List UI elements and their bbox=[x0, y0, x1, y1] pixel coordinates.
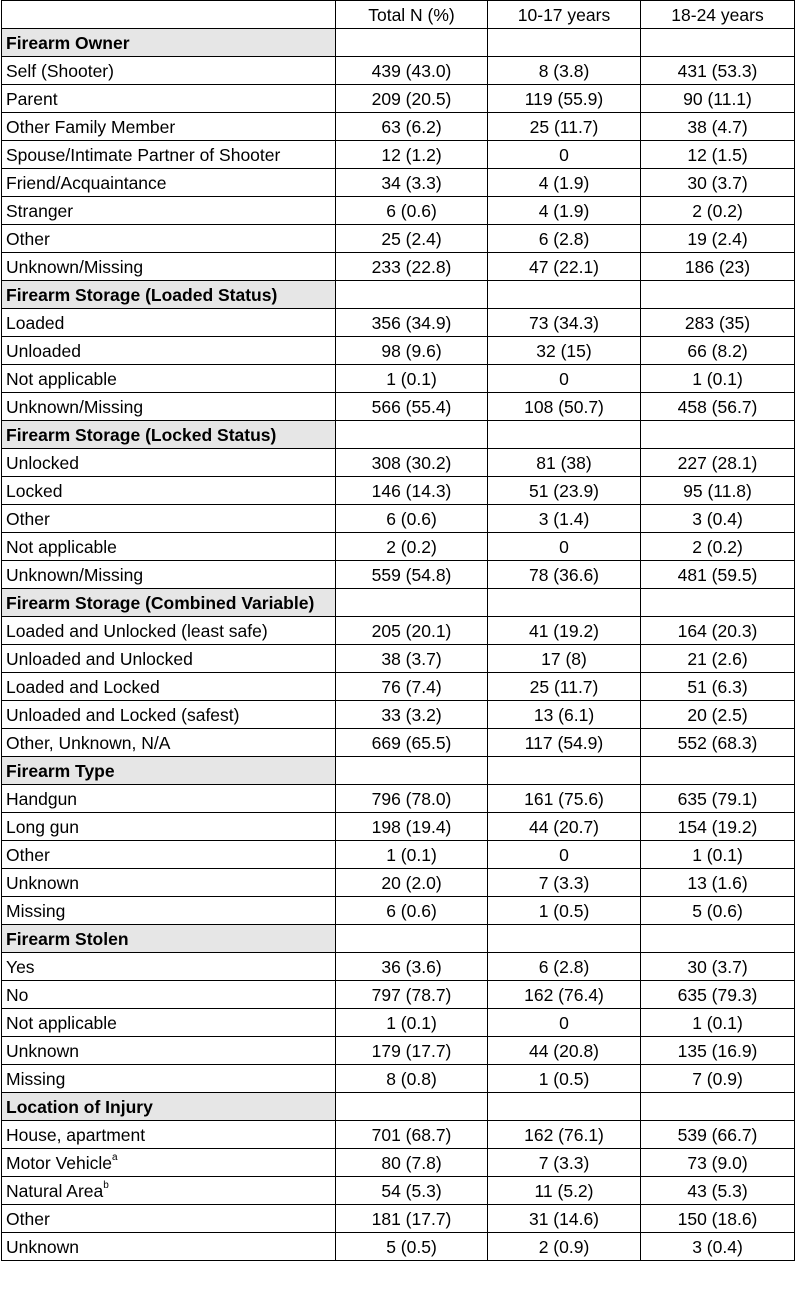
row-label: Long gun bbox=[6, 816, 79, 837]
row-label-cell bbox=[2, 337, 336, 365]
table-row bbox=[2, 813, 795, 841]
section-title: Location of Injury bbox=[2, 1093, 336, 1121]
row-label-cell bbox=[2, 169, 336, 197]
row-label: Unloaded bbox=[6, 340, 81, 361]
row-label: Unloaded and Unlocked bbox=[6, 648, 193, 669]
row-label-cell bbox=[2, 1009, 336, 1037]
total-cell: 146 (14.3) bbox=[336, 477, 488, 505]
section-title: Firearm Owner bbox=[2, 29, 336, 57]
row-label-cell bbox=[2, 225, 336, 253]
table-row bbox=[2, 1121, 795, 1149]
age-10-17-cell: 73 (34.3) bbox=[488, 309, 641, 337]
empty-cell bbox=[336, 421, 488, 449]
age-18-24-cell: 20 (2.5) bbox=[641, 701, 795, 729]
row-label: Not applicable bbox=[6, 368, 117, 389]
table-row bbox=[2, 729, 795, 757]
total-cell: 8 (0.8) bbox=[336, 1065, 488, 1093]
row-label: Natural Area bbox=[6, 1180, 104, 1201]
age-18-24-cell: 539 (66.7) bbox=[641, 1121, 795, 1149]
row-label-cell bbox=[2, 981, 336, 1009]
age-10-17-cell: 161 (75.6) bbox=[488, 785, 641, 813]
age-10-17-cell: 51 (23.9) bbox=[488, 477, 641, 505]
empty-cell bbox=[336, 925, 488, 953]
age-18-24-cell: 95 (11.8) bbox=[641, 477, 795, 505]
total-cell: 20 (2.0) bbox=[336, 869, 488, 897]
age-10-17-cell: 78 (36.6) bbox=[488, 561, 641, 589]
total-cell: 233 (22.8) bbox=[336, 253, 488, 281]
age-10-17-cell: 3 (1.4) bbox=[488, 505, 641, 533]
age-18-24-cell: 30 (3.7) bbox=[641, 953, 795, 981]
total-cell: 198 (19.4) bbox=[336, 813, 488, 841]
row-label: Parent bbox=[6, 88, 58, 109]
age-10-17-cell: 1 (0.5) bbox=[488, 897, 641, 925]
table-row bbox=[2, 85, 795, 113]
empty-cell bbox=[336, 281, 488, 309]
row-label-cell bbox=[2, 1149, 336, 1177]
table-row bbox=[2, 533, 795, 561]
total-cell: 36 (3.6) bbox=[336, 953, 488, 981]
header-cell-total: Total N (%) bbox=[336, 1, 488, 29]
total-cell: 80 (7.8) bbox=[336, 1149, 488, 1177]
total-cell: 179 (17.7) bbox=[336, 1037, 488, 1065]
row-label: Loaded and Locked bbox=[6, 676, 160, 697]
empty-cell bbox=[641, 925, 795, 953]
header-cell-10-17: 10-17 years bbox=[488, 1, 641, 29]
age-18-24-cell: 73 (9.0) bbox=[641, 1149, 795, 1177]
age-18-24-cell: 150 (18.6) bbox=[641, 1205, 795, 1233]
row-label-cell bbox=[2, 673, 336, 701]
total-cell: 669 (65.5) bbox=[336, 729, 488, 757]
row-label-cell bbox=[2, 141, 336, 169]
row-label-cell bbox=[2, 869, 336, 897]
age-18-24-cell: 3 (0.4) bbox=[641, 1233, 795, 1261]
row-label: Unknown/Missing bbox=[6, 256, 144, 277]
row-label: Other bbox=[6, 1208, 50, 1229]
row-label: Unknown bbox=[6, 872, 79, 893]
age-18-24-cell: 154 (19.2) bbox=[641, 813, 795, 841]
age-18-24-cell: 135 (16.9) bbox=[641, 1037, 795, 1065]
age-18-24-cell: 164 (20.3) bbox=[641, 617, 795, 645]
table-row bbox=[2, 505, 795, 533]
age-10-17-cell: 25 (11.7) bbox=[488, 673, 641, 701]
age-18-24-cell: 227 (28.1) bbox=[641, 449, 795, 477]
total-cell: 566 (55.4) bbox=[336, 393, 488, 421]
table-row bbox=[2, 337, 795, 365]
row-label-cell bbox=[2, 253, 336, 281]
age-10-17-cell: 7 (3.3) bbox=[488, 1149, 641, 1177]
total-cell: 181 (17.7) bbox=[336, 1205, 488, 1233]
row-label-cell bbox=[2, 85, 336, 113]
age-10-17-cell: 6 (2.8) bbox=[488, 225, 641, 253]
header-cell-18-24: 18-24 years bbox=[641, 1, 795, 29]
total-cell: 1 (0.1) bbox=[336, 841, 488, 869]
total-cell: 25 (2.4) bbox=[336, 225, 488, 253]
row-label: Unloaded and Locked (safest) bbox=[6, 704, 240, 725]
age-10-17-cell: 41 (19.2) bbox=[488, 617, 641, 645]
table-row bbox=[2, 365, 795, 393]
total-cell: 559 (54.8) bbox=[336, 561, 488, 589]
total-cell: 54 (5.3) bbox=[336, 1177, 488, 1205]
age-10-17-cell: 0 bbox=[488, 533, 641, 561]
row-label-cell bbox=[2, 57, 336, 85]
age-18-24-cell: 1 (0.1) bbox=[641, 365, 795, 393]
row-label: Unknown bbox=[6, 1040, 79, 1061]
table-row bbox=[2, 701, 795, 729]
age-10-17-cell: 44 (20.8) bbox=[488, 1037, 641, 1065]
age-10-17-cell: 11 (5.2) bbox=[488, 1177, 641, 1205]
row-label: Handgun bbox=[6, 788, 78, 809]
total-cell: 205 (20.1) bbox=[336, 617, 488, 645]
age-10-17-cell: 47 (22.1) bbox=[488, 253, 641, 281]
age-18-24-cell: 51 (6.3) bbox=[641, 673, 795, 701]
total-cell: 6 (0.6) bbox=[336, 897, 488, 925]
empty-cell bbox=[336, 757, 488, 785]
row-label: Unlocked bbox=[6, 452, 79, 473]
row-label-cell bbox=[2, 365, 336, 393]
row-label-cell bbox=[2, 533, 336, 561]
total-cell: 308 (30.2) bbox=[336, 449, 488, 477]
row-label: Other, Unknown, N/A bbox=[6, 732, 171, 753]
empty-cell bbox=[641, 281, 795, 309]
row-label: Locked bbox=[6, 480, 63, 501]
table-row bbox=[2, 645, 795, 673]
age-10-17-cell: 0 bbox=[488, 365, 641, 393]
table-row bbox=[2, 617, 795, 645]
table-row bbox=[2, 253, 795, 281]
total-cell: 701 (68.7) bbox=[336, 1121, 488, 1149]
total-cell: 76 (7.4) bbox=[336, 673, 488, 701]
empty-cell bbox=[488, 281, 641, 309]
table-row bbox=[2, 1149, 795, 1177]
age-10-17-cell: 0 bbox=[488, 841, 641, 869]
age-10-17-cell: 6 (2.8) bbox=[488, 953, 641, 981]
row-label: Unknown/Missing bbox=[6, 396, 144, 417]
age-10-17-cell: 81 (38) bbox=[488, 449, 641, 477]
section-header-row bbox=[2, 757, 795, 785]
table-row bbox=[2, 393, 795, 421]
header-row bbox=[2, 1, 795, 29]
table-row bbox=[2, 477, 795, 505]
table-row bbox=[2, 141, 795, 169]
footnote-marker: a bbox=[112, 1151, 118, 1163]
row-label: Loaded and Unlocked (least safe) bbox=[6, 620, 268, 641]
empty-cell bbox=[641, 29, 795, 57]
total-cell: 1 (0.1) bbox=[336, 365, 488, 393]
age-18-24-cell: 7 (0.9) bbox=[641, 1065, 795, 1093]
age-18-24-cell: 1 (0.1) bbox=[641, 841, 795, 869]
row-label-cell bbox=[2, 701, 336, 729]
row-label: Loaded bbox=[6, 312, 65, 333]
empty-cell bbox=[488, 925, 641, 953]
row-label-cell bbox=[2, 449, 336, 477]
empty-cell bbox=[488, 29, 641, 57]
row-label-cell bbox=[2, 1065, 336, 1093]
age-10-17-cell: 8 (3.8) bbox=[488, 57, 641, 85]
row-label-cell bbox=[2, 393, 336, 421]
age-18-24-cell: 3 (0.4) bbox=[641, 505, 795, 533]
age-10-17-cell: 25 (11.7) bbox=[488, 113, 641, 141]
section-title: Firearm Type bbox=[2, 757, 336, 785]
table-row bbox=[2, 1177, 795, 1205]
row-label-cell bbox=[2, 645, 336, 673]
row-label-cell bbox=[2, 113, 336, 141]
total-cell: 6 (0.6) bbox=[336, 197, 488, 225]
empty-cell bbox=[488, 589, 641, 617]
age-10-17-cell: 7 (3.3) bbox=[488, 869, 641, 897]
empty-cell bbox=[336, 1093, 488, 1121]
row-label: Self (Shooter) bbox=[6, 60, 114, 81]
row-label: Friend/Acquaintance bbox=[6, 172, 167, 193]
firearm-characteristics-table bbox=[1, 0, 795, 1261]
row-label-cell bbox=[2, 1121, 336, 1149]
section-header-row bbox=[2, 1093, 795, 1121]
row-label: Not applicable bbox=[6, 536, 117, 557]
row-label: Other bbox=[6, 508, 50, 529]
age-18-24-cell: 186 (23) bbox=[641, 253, 795, 281]
table-row bbox=[2, 57, 795, 85]
age-10-17-cell: 0 bbox=[488, 141, 641, 169]
table-row bbox=[2, 1065, 795, 1093]
age-10-17-cell: 2 (0.9) bbox=[488, 1233, 641, 1261]
empty-cell bbox=[488, 421, 641, 449]
age-18-24-cell: 431 (53.3) bbox=[641, 57, 795, 85]
table-row bbox=[2, 1037, 795, 1065]
row-label-cell bbox=[2, 953, 336, 981]
section-title: Firearm Storage (Combined Variable) bbox=[2, 589, 336, 617]
section-header-row bbox=[2, 925, 795, 953]
section-header-row bbox=[2, 29, 795, 57]
table-row bbox=[2, 309, 795, 337]
age-10-17-cell: 117 (54.9) bbox=[488, 729, 641, 757]
age-18-24-cell: 1 (0.1) bbox=[641, 1009, 795, 1037]
empty-cell bbox=[488, 1093, 641, 1121]
row-label-cell bbox=[2, 897, 336, 925]
age-18-24-cell: 635 (79.1) bbox=[641, 785, 795, 813]
age-18-24-cell: 21 (2.6) bbox=[641, 645, 795, 673]
total-cell: 12 (1.2) bbox=[336, 141, 488, 169]
age-10-17-cell: 0 bbox=[488, 1009, 641, 1037]
age-10-17-cell: 162 (76.4) bbox=[488, 981, 641, 1009]
table-row bbox=[2, 225, 795, 253]
age-10-17-cell: 17 (8) bbox=[488, 645, 641, 673]
age-18-24-cell: 90 (11.1) bbox=[641, 85, 795, 113]
table-body bbox=[2, 29, 795, 1261]
table-row bbox=[2, 449, 795, 477]
total-cell: 6 (0.6) bbox=[336, 505, 488, 533]
row-label-cell bbox=[2, 477, 336, 505]
table-row bbox=[2, 953, 795, 981]
footnote-marker: b bbox=[103, 1179, 109, 1191]
age-18-24-cell: 2 (0.2) bbox=[641, 533, 795, 561]
section-header-row bbox=[2, 421, 795, 449]
table-row bbox=[2, 1205, 795, 1233]
age-10-17-cell: 4 (1.9) bbox=[488, 197, 641, 225]
age-18-24-cell: 13 (1.6) bbox=[641, 869, 795, 897]
row-label: Other Family Member bbox=[6, 116, 176, 137]
row-label-cell bbox=[2, 785, 336, 813]
row-label-cell bbox=[2, 505, 336, 533]
row-label: Missing bbox=[6, 900, 66, 921]
table-row bbox=[2, 1233, 795, 1261]
row-label: Spouse/Intimate Partner of Shooter bbox=[6, 144, 281, 165]
empty-cell bbox=[641, 421, 795, 449]
age-18-24-cell: 66 (8.2) bbox=[641, 337, 795, 365]
empty-cell bbox=[641, 1093, 795, 1121]
age-18-24-cell: 30 (3.7) bbox=[641, 169, 795, 197]
row-label: Other bbox=[6, 844, 50, 865]
table-row bbox=[2, 981, 795, 1009]
age-18-24-cell: 552 (68.3) bbox=[641, 729, 795, 757]
age-10-17-cell: 162 (76.1) bbox=[488, 1121, 641, 1149]
age-18-24-cell: 635 (79.3) bbox=[641, 981, 795, 1009]
row-label: Other bbox=[6, 228, 50, 249]
section-title: Firearm Storage (Locked Status) bbox=[2, 421, 336, 449]
age-10-17-cell: 108 (50.7) bbox=[488, 393, 641, 421]
empty-cell bbox=[488, 757, 641, 785]
section-title: Firearm Storage (Loaded Status) bbox=[2, 281, 336, 309]
row-label-cell bbox=[2, 197, 336, 225]
table-row bbox=[2, 561, 795, 589]
total-cell: 5 (0.5) bbox=[336, 1233, 488, 1261]
row-label-cell bbox=[2, 841, 336, 869]
row-label-cell bbox=[2, 1037, 336, 1065]
empty-cell bbox=[336, 29, 488, 57]
row-label-cell bbox=[2, 1233, 336, 1261]
row-label: House, apartment bbox=[6, 1124, 146, 1145]
age-18-24-cell: 43 (5.3) bbox=[641, 1177, 795, 1205]
age-18-24-cell: 458 (56.7) bbox=[641, 393, 795, 421]
row-label: Not applicable bbox=[6, 1012, 117, 1033]
table-row bbox=[2, 113, 795, 141]
total-cell: 33 (3.2) bbox=[336, 701, 488, 729]
total-cell: 63 (6.2) bbox=[336, 113, 488, 141]
age-10-17-cell: 32 (15) bbox=[488, 337, 641, 365]
table-row bbox=[2, 841, 795, 869]
age-18-24-cell: 12 (1.5) bbox=[641, 141, 795, 169]
row-label: Unknown bbox=[6, 1236, 79, 1257]
total-cell: 356 (34.9) bbox=[336, 309, 488, 337]
row-label-cell bbox=[2, 309, 336, 337]
age-18-24-cell: 5 (0.6) bbox=[641, 897, 795, 925]
age-10-17-cell: 44 (20.7) bbox=[488, 813, 641, 841]
row-label: Missing bbox=[6, 1068, 66, 1089]
total-cell: 796 (78.0) bbox=[336, 785, 488, 813]
table-row bbox=[2, 785, 795, 813]
age-10-17-cell: 1 (0.5) bbox=[488, 1065, 641, 1093]
total-cell: 439 (43.0) bbox=[336, 57, 488, 85]
age-10-17-cell: 4 (1.9) bbox=[488, 169, 641, 197]
row-label: Stranger bbox=[6, 200, 74, 221]
age-18-24-cell: 2 (0.2) bbox=[641, 197, 795, 225]
row-label-cell bbox=[2, 1205, 336, 1233]
total-cell: 2 (0.2) bbox=[336, 533, 488, 561]
table-row bbox=[2, 1009, 795, 1037]
empty-cell bbox=[336, 589, 488, 617]
age-10-17-cell: 31 (14.6) bbox=[488, 1205, 641, 1233]
age-10-17-cell: 13 (6.1) bbox=[488, 701, 641, 729]
total-cell: 1 (0.1) bbox=[336, 1009, 488, 1037]
row-label: Unknown/Missing bbox=[6, 564, 144, 585]
section-header-row bbox=[2, 589, 795, 617]
total-cell: 38 (3.7) bbox=[336, 645, 488, 673]
row-label: Motor Vehicle bbox=[6, 1152, 113, 1173]
empty-cell bbox=[641, 757, 795, 785]
section-title: Firearm Stolen bbox=[2, 925, 336, 953]
table-row bbox=[2, 673, 795, 701]
table-row bbox=[2, 897, 795, 925]
total-cell: 34 (3.3) bbox=[336, 169, 488, 197]
table-row bbox=[2, 869, 795, 897]
age-18-24-cell: 19 (2.4) bbox=[641, 225, 795, 253]
empty-cell bbox=[641, 589, 795, 617]
total-cell: 797 (78.7) bbox=[336, 981, 488, 1009]
row-label-cell bbox=[2, 1177, 336, 1205]
section-header-row bbox=[2, 281, 795, 309]
row-label-cell bbox=[2, 617, 336, 645]
header-cell-label bbox=[2, 1, 336, 29]
total-cell: 209 (20.5) bbox=[336, 85, 488, 113]
row-label-cell bbox=[2, 813, 336, 841]
table-row bbox=[2, 197, 795, 225]
total-cell: 98 (9.6) bbox=[336, 337, 488, 365]
row-label-cell bbox=[2, 561, 336, 589]
age-18-24-cell: 283 (35) bbox=[641, 309, 795, 337]
age-18-24-cell: 38 (4.7) bbox=[641, 113, 795, 141]
age-18-24-cell: 481 (59.5) bbox=[641, 561, 795, 589]
table-row bbox=[2, 169, 795, 197]
row-label-cell bbox=[2, 729, 336, 757]
age-10-17-cell: 119 (55.9) bbox=[488, 85, 641, 113]
row-label: Yes bbox=[6, 956, 35, 977]
row-label: No bbox=[6, 984, 29, 1005]
